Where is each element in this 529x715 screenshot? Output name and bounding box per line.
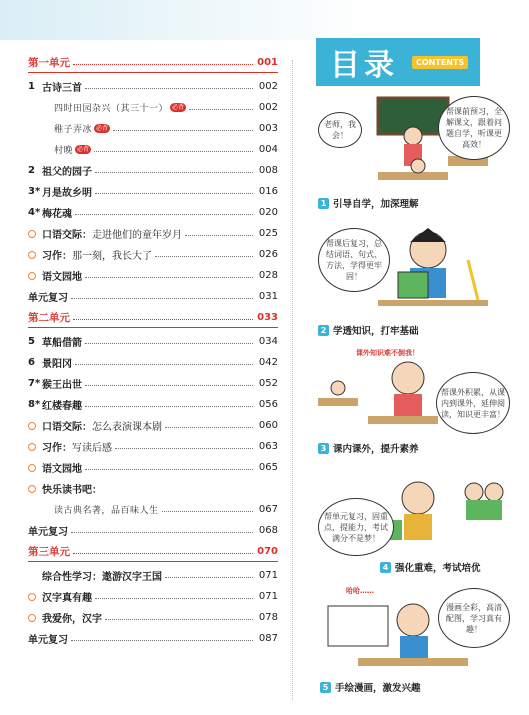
review-title: 单元复习 [28,527,68,538]
lesson-number: 2 [28,165,35,176]
toc-lesson[interactable] [28,202,278,223]
leader-dots [85,277,253,278]
leader-dots [95,193,253,194]
review-title: 单元复习 [28,293,68,304]
toc-activity[interactable] [28,244,278,265]
toc-lesson[interactable] [28,394,278,415]
activity-label: 习作： [42,443,72,454]
column-divider [292,60,293,700]
subitem-title: 读古典名著，品百味人生 [54,506,159,516]
toc-lesson[interactable] [28,565,278,586]
lesson-number: 6 [28,357,35,368]
page-number: 001 [257,56,278,68]
toc-lesson[interactable] [28,352,278,373]
page-number: 002 [258,81,278,92]
activity-label: 快乐读书吧： [42,485,102,496]
circle-bullet-icon [28,614,36,622]
page-number: 031 [258,291,278,302]
toc-activity[interactable] [28,478,278,499]
page-number: 068 [258,525,278,536]
page-number: 025 [258,228,278,239]
leader-dots [85,88,253,89]
page-number: 034 [258,336,278,347]
page-number: 060 [258,420,278,431]
lesson-number: 7* [28,378,41,389]
activity-label: 口语交际： [42,422,92,433]
page-number: 002 [258,102,278,113]
toc-subitem[interactable] [28,499,278,520]
toc-activity[interactable] [28,223,278,244]
page-number: 070 [257,545,278,557]
panel-3-tag: 课外知识难不倒我！ [356,349,419,357]
activity-label: 语文园地 [42,464,82,475]
lesson-title: 景阳冈 [42,359,72,370]
leader-dots [75,214,253,215]
toc-unit-heading[interactable] [28,541,278,562]
lesson-number: 5 [28,336,35,347]
leader-dots [94,151,253,152]
toc-subitem[interactable] [28,97,278,118]
leader-dots [95,172,253,173]
page-number: 028 [258,270,278,281]
page-number: 003 [258,123,278,134]
lesson-title: 古诗三首 [42,83,82,94]
toc-activity[interactable] [28,586,278,607]
leader-dots [73,64,253,65]
toc-activity[interactable] [28,457,278,478]
page-number: 020 [258,207,278,218]
activity-title: 走进他们的童年岁月 [92,230,182,241]
lesson-title: 梅花魂 [42,209,72,220]
activity-title: 写读后感 [72,443,112,454]
toc-lesson[interactable] [28,76,278,97]
unit-title: 第三单元 [28,545,70,558]
page-number: 063 [258,441,278,452]
circle-bullet-icon [28,593,36,601]
panel-4-caption: 4 强化重难，考试培优 [380,560,481,574]
page-title: 目录 [330,48,398,83]
toc-lesson[interactable] [28,331,278,352]
contents-badge: CONTENTS [412,56,468,69]
circle-bullet-icon [28,485,36,493]
leader-dots [85,406,253,407]
toc-lesson[interactable] [28,181,278,202]
subitem-title: 四时田园杂兴（其三十一） [54,104,169,114]
circle-bullet-icon [28,230,36,238]
circle-bullet-icon [28,272,36,280]
circle-bullet-icon [28,443,36,451]
lesson-title: 猴王出世 [42,380,82,391]
leader-dots [71,640,253,641]
unit-title: 第二单元 [28,311,70,324]
panel-4-bubble: 帮单元复习，固重点，提能力，考试满分不是梦！ [318,498,394,556]
toc-subitem[interactable] [28,139,278,160]
toc-lesson[interactable] [28,373,278,394]
page-number: 004 [258,144,278,155]
lesson-title: 祖父的园子 [42,167,92,178]
panel-1-bubble-a: 老师，我会！ [318,112,362,148]
activity-label: 我爱你，汉字 [42,614,102,625]
leader-dots [75,364,253,365]
leader-dots [162,511,253,512]
leader-dots [113,130,253,131]
page-number: 065 [258,462,278,473]
page-number: 033 [257,311,278,323]
unit-title: 第一单元 [28,56,70,69]
must-recite-badge: 必背 [172,104,185,111]
panel-2-bubble: 帮课后复习，总结词语、句式、方法，学得更牢固！ [318,228,390,292]
toc-activity[interactable] [28,265,278,286]
page-number: 008 [258,165,278,176]
page-number: 087 [258,633,278,644]
activity-label: 口语交际： [42,230,92,241]
page-number: 052 [258,378,278,389]
page-number: 078 [258,612,278,623]
leader-dots [85,469,253,470]
activity-title: 怎么表演课本剧 [92,422,162,433]
toc-activity[interactable] [28,415,278,436]
leader-dots [95,598,253,599]
page-number: 071 [258,570,278,581]
activity-label: 语文园地 [42,272,82,283]
toc-review[interactable] [28,286,278,307]
lesson-title: 月是故乡明 [42,188,92,199]
panel-3-bubble: 帮课外积累，从课内到课外，延伸阅读，知识更丰富！ [436,372,510,434]
subitem-title: 稚子弄冰 [54,125,93,135]
leader-dots [115,448,253,449]
toc-unit-heading[interactable] [28,52,278,73]
toc-lesson[interactable] [28,160,278,181]
page-number: 071 [258,591,278,602]
must-recite-badge: 必背 [77,146,90,153]
review-title: 单元复习 [28,635,68,646]
panel-1-caption: 1 引导自学，加深理解 [318,196,419,210]
leader-dots [165,427,253,428]
toc-unit-heading[interactable] [28,307,278,328]
circle-bullet-icon [28,422,36,430]
must-recite-badge: 必背 [96,125,109,132]
page-number: 067 [258,504,278,515]
toc-activity[interactable] [28,607,278,628]
page-number: 056 [258,399,278,410]
leader-dots [185,235,253,236]
leader-dots [71,532,253,533]
page-number: 026 [258,249,278,260]
page-number: 016 [258,186,278,197]
subitem-title: 村晚 [54,146,74,156]
toc-review[interactable] [28,628,278,649]
lesson-number: 4* [28,207,41,218]
panel-5-tag: 哈哈…… [346,587,374,595]
lesson-title: 草船借箭 [42,338,82,349]
leader-dots [73,553,253,554]
activity-title: 那一刻，我长大了 [72,251,152,262]
leader-dots [189,109,253,110]
lesson-number: 3* [28,186,41,197]
page-number: 042 [258,357,278,368]
leader-dots [85,385,253,386]
panel-5-caption: 5 手绘漫画，激发兴趣 [320,680,421,694]
leader-dots [71,298,253,299]
toc-review[interactable] [28,520,278,541]
leader-dots [105,619,253,620]
activity-label: 汉字真有趣 [42,593,92,604]
leader-dots [85,343,253,344]
leader-dots [165,577,253,578]
lesson-number: 1 [28,81,35,92]
panel-5-bubble: 漫画全彩，高清配图，学习真有趣！ [438,588,510,648]
leader-dots [155,256,253,257]
circle-bullet-icon [28,251,36,259]
lesson-number: 8* [28,399,41,410]
leader-dots [73,319,253,320]
table-of-contents [28,52,278,649]
header-band [0,0,529,40]
toc-subitem[interactable] [28,118,278,139]
circle-bullet-icon [28,464,36,472]
activity-label: 习作： [42,251,72,262]
panel-2-caption: 2 学透知识，打牢基础 [318,323,419,337]
toc-activity[interactable] [28,436,278,457]
panel-3-caption: 3 课内课外，提升素养 [318,441,419,455]
lesson-title: 红楼春趣 [42,401,82,412]
lesson-title: 综合性学习：遨游汉字王国 [42,572,162,583]
panel-1-bubble-b: 帮课前预习，全解课文，跟着问题自学，听课更高效！ [438,96,510,160]
